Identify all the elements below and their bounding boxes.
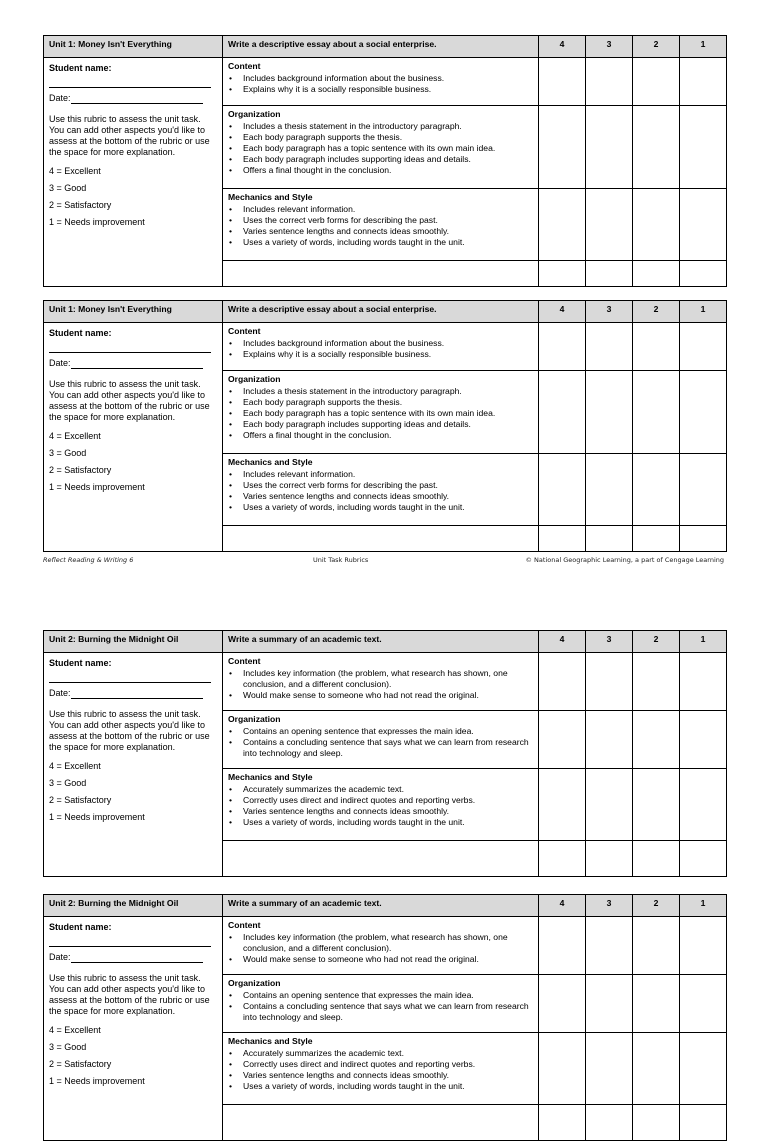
criteria-item: • Includes a thesis statement in the introductory paragraph. [228, 386, 533, 397]
score-cell[interactable] [680, 526, 727, 552]
score-header: 1 [680, 895, 727, 917]
scale-item: 4 = Excellent [49, 166, 101, 176]
student-name-line[interactable] [49, 339, 211, 353]
scale-item: 2 = Satisfactory [49, 465, 112, 475]
score-cell[interactable] [539, 769, 586, 841]
criteria-list [228, 726, 533, 759]
criteria-item: • Contains a concluding sentence that says what we can learn from research into technology and sleep. [228, 1001, 533, 1023]
score-cell[interactable] [680, 1033, 727, 1105]
student-info-cell [44, 58, 223, 287]
score-header: 2 [633, 301, 680, 323]
scale-item: 3 = Good [49, 183, 87, 193]
scale-item: 1 = Needs improvement [49, 1076, 145, 1086]
student-info-cell [44, 917, 223, 1141]
criteria-item: • Includes a thesis statement in the introductory paragraph. [228, 121, 533, 132]
score-cell[interactable] [539, 323, 586, 371]
score-cell[interactable] [586, 106, 633, 189]
criteria-list [228, 386, 533, 441]
score-header: 1 [680, 631, 727, 653]
criteria-item: • Each body paragraph supports the thesis. [228, 132, 533, 143]
score-cell[interactable] [586, 917, 633, 975]
student-name-line[interactable] [49, 74, 211, 88]
scale-item: 3 = Good [49, 448, 87, 458]
score-cell[interactable] [586, 323, 633, 371]
score-header: 1 [680, 36, 727, 58]
score-cell[interactable] [633, 323, 680, 371]
rubric-header-row [44, 895, 727, 917]
criteria-item: • Includes background information about the business. [228, 338, 533, 349]
criteria-item: • Includes background information about the business. [228, 73, 533, 84]
score-cell[interactable] [539, 653, 586, 711]
score-cell[interactable] [586, 261, 633, 287]
criteria-list [228, 1048, 533, 1092]
criteria-list [228, 668, 533, 701]
score-cell[interactable] [633, 841, 680, 877]
criteria-cell [223, 653, 539, 711]
task-title: Write a summary of an academic text. [223, 895, 539, 917]
instructions: Use this rubric to assess the unit task. You can add other aspects you'd like to assess at the bottom of the rubric or use the space for more explanation. [49, 114, 210, 157]
score-cell[interactable] [680, 711, 727, 769]
criteria-cell [223, 261, 539, 287]
rubric-table [43, 300, 727, 552]
instructions: Use this rubric to assess the unit task. You can add other aspects you'd like to assess at the bottom of the rubric or use the space for more explanation. [49, 709, 210, 752]
criteria-item: • Contains an opening sentence that expresses the main idea. [228, 990, 533, 1001]
score-cell[interactable] [539, 526, 586, 552]
criteria-title: Mechanics and Style [228, 1036, 313, 1046]
criteria-cell [223, 841, 539, 877]
instructions: Use this rubric to assess the unit task. You can add other aspects you'd like to assess at the bottom of the rubric or use the space for more explanation. [49, 379, 210, 422]
date-label: Date: [49, 688, 71, 698]
criteria-title: Content [228, 656, 261, 666]
score-cell[interactable] [586, 189, 633, 261]
score-cell[interactable] [680, 371, 727, 454]
score-header: 2 [633, 631, 680, 653]
score-cell[interactable] [586, 711, 633, 769]
criteria-list [228, 204, 533, 248]
criteria-item: • Correctly uses direct and indirect quotes and reporting verbs. [228, 795, 533, 806]
score-cell[interactable] [586, 1033, 633, 1105]
score-cell[interactable] [633, 653, 680, 711]
criteria-cell [223, 323, 539, 371]
criteria-title: Organization [228, 978, 281, 988]
criteria-item: • Offers a final thought in the conclusion. [228, 165, 533, 176]
date-row [49, 93, 217, 104]
score-cell[interactable] [586, 841, 633, 877]
criteria-item: • Each body paragraph supports the thesis. [228, 397, 533, 408]
unit-title: Unit 1: Money Isn't Everything [44, 301, 223, 323]
criteria-list [228, 73, 533, 95]
criteria-item: • Varies sentence lengths and connects ideas smoothly. [228, 226, 533, 237]
criteria-title: Organization [228, 374, 281, 384]
score-cell[interactable] [539, 1033, 586, 1105]
date-row [49, 358, 217, 369]
score-cell[interactable] [539, 58, 586, 106]
score-header: 4 [539, 36, 586, 58]
criteria-item: • Accurately summarizes the academic text. [228, 784, 533, 795]
unit-title: Unit 1: Money Isn't Everything [44, 36, 223, 58]
scale-item: 4 = Excellent [49, 431, 101, 441]
criteria-item: • Would make sense to someone who had not read the original. [228, 690, 533, 701]
score-cell[interactable] [539, 1105, 586, 1141]
score-cell[interactable] [633, 769, 680, 841]
score-cell[interactable] [680, 261, 727, 287]
score-cell[interactable] [633, 106, 680, 189]
task-title: Write a summary of an academic text. [223, 631, 539, 653]
score-cell[interactable] [680, 323, 727, 371]
score-cell[interactable] [586, 454, 633, 526]
score-cell[interactable] [539, 917, 586, 975]
criteria-item: • Uses a variety of words, including words taught in the unit. [228, 1081, 533, 1092]
unit-title: Unit 2: Burning the Midnight Oil [44, 631, 223, 653]
criteria-list [228, 932, 533, 965]
criteria-list [228, 990, 533, 1023]
score-header: 4 [539, 895, 586, 917]
criteria-cell [223, 526, 539, 552]
criteria-cell [223, 371, 539, 454]
score-cell[interactable] [633, 261, 680, 287]
date-label: Date: [49, 358, 71, 368]
score-header: 3 [586, 301, 633, 323]
score-cell[interactable] [586, 653, 633, 711]
criteria-item: • Uses the correct verb forms for describing the past. [228, 215, 533, 226]
footer-left: Reflect Reading & Writing 6 [43, 556, 134, 564]
score-header: 4 [539, 631, 586, 653]
criteria-list [228, 469, 533, 513]
score-cell[interactable] [680, 917, 727, 975]
criteria-title: Organization [228, 714, 281, 724]
criteria-item: • Offers a final thought in the conclusion. [228, 430, 533, 441]
rubric-header-row [44, 631, 727, 653]
score-cell[interactable] [586, 58, 633, 106]
rubric-row [44, 58, 727, 106]
criteria-item: • Accurately summarizes the academic text. [228, 1048, 533, 1059]
date-row [49, 688, 217, 699]
score-cell[interactable] [633, 917, 680, 975]
task-title: Write a descriptive essay about a social enterprise. [223, 36, 539, 58]
rubric-row [44, 917, 727, 975]
score-cell[interactable] [680, 769, 727, 841]
score-header: 1 [680, 301, 727, 323]
scale-item: 2 = Satisfactory [49, 795, 112, 805]
score-cell[interactable] [539, 189, 586, 261]
criteria-item: • Includes key information (the problem, what research has shown, one conclusion, and a different conclusion). [228, 668, 533, 690]
criteria-item: • Each body paragraph has a topic sentence with its own main idea. [228, 143, 533, 154]
criteria-cell [223, 106, 539, 189]
criteria-cell [223, 769, 539, 841]
score-cell[interactable] [539, 454, 586, 526]
criteria-item: • Explains why it is a socially responsible business. [228, 349, 533, 360]
score-header: 2 [633, 36, 680, 58]
criteria-cell [223, 454, 539, 526]
criteria-item: • Would make sense to someone who had not read the original. [228, 954, 533, 965]
student-info-cell [44, 653, 223, 877]
student-name-label: Student name: [49, 328, 112, 338]
scale-item: 1 = Needs improvement [49, 812, 145, 822]
criteria-item: • Uses a variety of words, including words taught in the unit. [228, 502, 533, 513]
footer-center: Unit Task Rubrics [313, 556, 369, 564]
rubric-table [43, 894, 727, 1141]
score-header: 2 [633, 895, 680, 917]
score-cell[interactable] [633, 1105, 680, 1141]
score-cell[interactable] [680, 106, 727, 189]
task-title: Write a descriptive essay about a social enterprise. [223, 301, 539, 323]
student-name-label: Student name: [49, 63, 112, 73]
criteria-item: • Contains a concluding sentence that says what we can learn from research into technology and sleep. [228, 737, 533, 759]
criteria-item: • Includes relevant information. [228, 204, 533, 215]
scale-item: 1 = Needs improvement [49, 482, 145, 492]
score-cell[interactable] [539, 841, 586, 877]
criteria-title: Content [228, 920, 261, 930]
score-cell[interactable] [633, 58, 680, 106]
score-cell[interactable] [633, 371, 680, 454]
score-cell[interactable] [633, 1033, 680, 1105]
criteria-cell [223, 711, 539, 769]
score-cell[interactable] [680, 189, 727, 261]
student-name-label: Student name: [49, 658, 112, 668]
score-cell[interactable] [680, 653, 727, 711]
score-cell[interactable] [539, 371, 586, 454]
rubric-table [43, 630, 727, 877]
score-cell[interactable] [633, 189, 680, 261]
criteria-item: • Correctly uses direct and indirect quotes and reporting verbs. [228, 1059, 533, 1070]
criteria-item: • Varies sentence lengths and connects ideas smoothly. [228, 491, 533, 502]
unit-title: Unit 2: Burning the Midnight Oil [44, 895, 223, 917]
criteria-title: Mechanics and Style [228, 457, 313, 467]
score-header: 3 [586, 36, 633, 58]
score-cell[interactable] [680, 841, 727, 877]
criteria-title: Mechanics and Style [228, 192, 313, 202]
rubric-header-row [44, 301, 727, 323]
score-header: 3 [586, 631, 633, 653]
criteria-item: • Includes relevant information. [228, 469, 533, 480]
score-cell[interactable] [680, 1105, 727, 1141]
score-cell[interactable] [539, 106, 586, 189]
criteria-item: • Contains an opening sentence that expresses the main idea. [228, 726, 533, 737]
score-cell[interactable] [539, 261, 586, 287]
score-header: 3 [586, 895, 633, 917]
scale-item: 2 = Satisfactory [49, 200, 112, 210]
rubric-row [44, 653, 727, 711]
criteria-title: Organization [228, 109, 281, 119]
criteria-item: • Varies sentence lengths and connects ideas smoothly. [228, 1070, 533, 1081]
criteria-item: • Each body paragraph includes supporting ideas and details. [228, 154, 533, 165]
score-cell[interactable] [586, 1105, 633, 1141]
score-cell[interactable] [680, 58, 727, 106]
criteria-item: • Uses a variety of words, including words taught in the unit. [228, 237, 533, 248]
criteria-item: • Each body paragraph has a topic sentence with its own main idea. [228, 408, 533, 419]
date-line[interactable] [71, 953, 203, 963]
scale-item: 3 = Good [49, 1042, 87, 1052]
criteria-item: • Each body paragraph includes supporting ideas and details. [228, 419, 533, 430]
criteria-cell [223, 917, 539, 975]
score-cell[interactable] [633, 526, 680, 552]
date-label: Date: [49, 93, 71, 103]
scale-item: 1 = Needs improvement [49, 217, 145, 227]
rubric-row [44, 323, 727, 371]
date-line[interactable] [71, 689, 203, 699]
criteria-list [228, 121, 533, 176]
criteria-item: • Includes key information (the problem, what research has shown, one conclusion, and a different conclusion). [228, 932, 533, 954]
scale-item: 3 = Good [49, 778, 87, 788]
date-label: Date: [49, 952, 71, 962]
score-cell[interactable] [539, 711, 586, 769]
criteria-list [228, 338, 533, 360]
footer-right: © National Geographic Learning, a part of Cengage Learning [525, 556, 724, 564]
scale-item: 4 = Excellent [49, 761, 101, 771]
instructions: Use this rubric to assess the unit task. You can add other aspects you'd like to assess at the bottom of the rubric or use the space for more explanation. [49, 973, 210, 1016]
score-cell[interactable] [586, 371, 633, 454]
criteria-title: Content [228, 61, 261, 71]
score-cell[interactable] [633, 454, 680, 526]
criteria-cell [223, 58, 539, 106]
criteria-cell [223, 1105, 539, 1141]
date-row [49, 952, 217, 963]
score-cell[interactable] [633, 711, 680, 769]
scale-item: 2 = Satisfactory [49, 1059, 112, 1069]
score-cell[interactable] [680, 454, 727, 526]
criteria-item: • Uses a variety of words, including words taught in the unit. [228, 817, 533, 828]
student-name-line[interactable] [49, 669, 211, 683]
rubric-header-row [44, 36, 727, 58]
student-name-line[interactable] [49, 933, 211, 947]
score-cell[interactable] [586, 526, 633, 552]
student-info-cell [44, 323, 223, 552]
criteria-cell [223, 189, 539, 261]
criteria-title: Mechanics and Style [228, 772, 313, 782]
criteria-item: • Explains why it is a socially responsible business. [228, 84, 533, 95]
rubric-table [43, 35, 727, 287]
date-line[interactable] [71, 359, 203, 369]
criteria-item: • Uses the correct verb forms for describing the past. [228, 480, 533, 491]
score-header: 4 [539, 301, 586, 323]
date-line[interactable] [71, 94, 203, 104]
student-name-label: Student name: [49, 922, 112, 932]
criteria-list [228, 784, 533, 828]
criteria-item: • Varies sentence lengths and connects ideas smoothly. [228, 806, 533, 817]
scale-item: 4 = Excellent [49, 1025, 101, 1035]
criteria-cell [223, 1033, 539, 1105]
criteria-title: Content [228, 326, 261, 336]
score-cell[interactable] [586, 769, 633, 841]
